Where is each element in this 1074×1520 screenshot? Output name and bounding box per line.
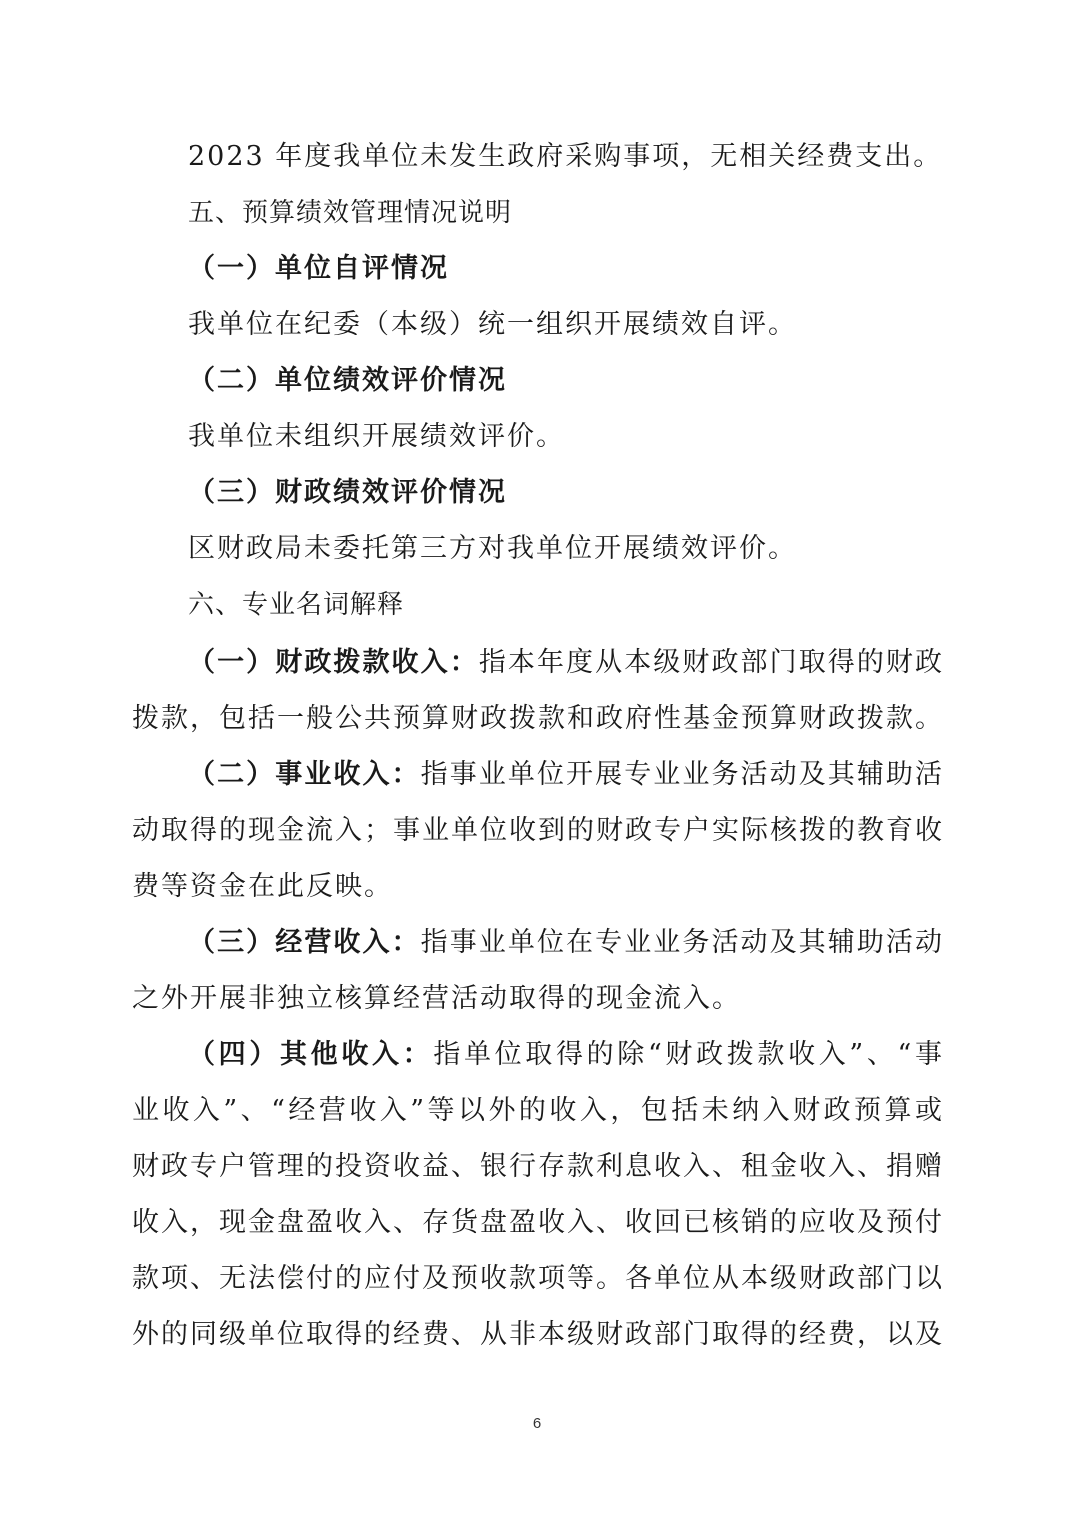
definition-text: 指事业单位在专业业务活动及其辅助活动 [420,927,944,958]
definition-text: 指单位取得的除“财政拨款收入”、“事 [433,1039,944,1070]
definition-line: 外的同级单位取得的经费、从非本级财政部门取得的经费，以及 [132,1319,944,1350]
definition-business-income-first-line [188,747,944,803]
subheading-fiscal-evaluation: （三）财政绩效评价情况 [188,477,507,508]
paragraph-procurement: 2023 年度我单位未发生政府采购事项，无相关经费支出。 [188,141,943,172]
section-heading-6: 六、专业名词解释 [188,590,405,620]
page-number: 6 [532,1415,542,1432]
definition-fiscal-appropriation-first-line [188,635,944,691]
paragraph-fiscal-evaluation: 区财政局未委托第三方对我单位开展绩效评价。 [188,533,797,564]
term-fiscal-appropriation: （一）财政拨款收入： [188,647,479,678]
paragraph-unit-evaluation: 我单位未组织开展绩效评价。 [188,421,565,452]
definition-line: 之外开展非独立核算经营活动取得的现金流入。 [132,983,741,1014]
term-business-income: （二）事业收入： [188,759,421,790]
term-operating-income: （三）经营收入： [188,927,421,958]
definition-line: 收入，现金盘盈收入、存货盘盈收入、收回已核销的应收及预付 [132,1207,944,1238]
subheading-unit-evaluation: （二）单位绩效评价情况 [188,365,507,396]
subheading-self-evaluation: （一）单位自评情况 [188,253,449,284]
definition-line: 业收入”、“经营收入”等以外的收入，包括未纳入财政预算或 [132,1095,944,1126]
term-other-income: （四）其他收入： [188,1039,434,1070]
definition-text: 指事业单位开展专业业务活动及其辅助活 [420,759,944,790]
definition-line: 费等资金在此反映。 [132,871,393,902]
definition-line: 财政专户管理的投资收益、银行存款利息收入、租金收入、捐赠 [132,1151,944,1182]
definition-other-income-first-line [188,1027,944,1083]
definition-line: 拨款，包括一般公共预算财政拨款和政府性基金预算财政拨款。 [132,703,944,734]
section-heading-5: 五、预算绩效管理情况说明 [188,198,513,228]
definition-line: 动取得的现金流入；事业单位收到的财政专户实际核拨的教育收 [132,815,944,846]
definition-line: 款项、无法偿付的应付及预收款项等。各单位从本级财政部门以 [132,1263,944,1294]
paragraph-self-evaluation: 我单位在纪委（本级）统一组织开展绩效自评。 [188,309,797,340]
definition-operating-income-first-line [188,915,944,971]
definition-text: 指本年度从本级财政部门取得的财政 [478,647,944,678]
